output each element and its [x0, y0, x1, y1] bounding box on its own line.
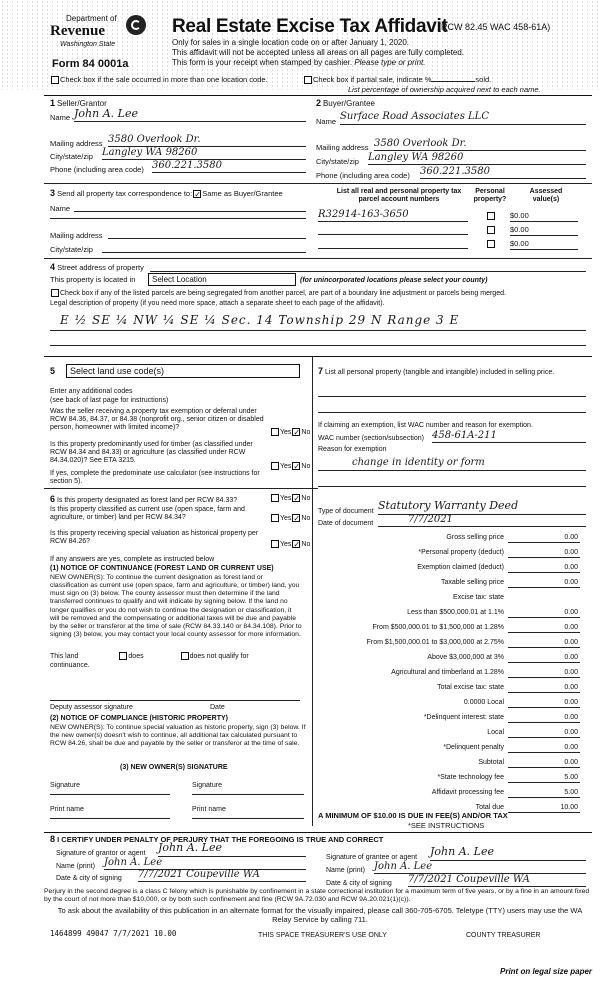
segregated-check: Check box if any of the listed parcels are being segregated from another parcel, are part of a boundary line adjustment or parcels being merged. [50, 289, 595, 298]
fee-label: *Delinquent interest: state [423, 714, 504, 721]
fee-row [310, 774, 580, 786]
statute-ref: (RCW 82.45 WAC 458-61A) [438, 22, 551, 32]
fee-label: Agricultural and timberland at 1.28% [391, 669, 504, 676]
checkbox-q2-no[interactable] [292, 462, 300, 470]
fee-value[interactable]: 0.00 [508, 744, 580, 753]
fee-row [310, 654, 580, 666]
checkbox-q2-yes[interactable] [271, 462, 279, 470]
parcel-header: List all real and personal property tax parcel account numbers [336, 188, 462, 204]
buyer-name-label: Name [316, 117, 337, 126]
reason-field[interactable]: change in identity or form [352, 457, 485, 468]
assessed-header: Assessed value(s) [529, 188, 563, 204]
owner-print-label-1: Print name [50, 806, 84, 813]
fee-value[interactable]: 0.00 [508, 729, 580, 738]
fee-label: Above $3,000,000 at 3% [427, 654, 504, 661]
fee-value[interactable]: 0.00 [508, 624, 580, 633]
reason-label: Reason for exemption [318, 446, 387, 453]
fee-row [310, 549, 580, 561]
fee-label: Subtotal [478, 759, 504, 766]
parcel-number-2[interactable] [318, 223, 468, 235]
parcel-number-1[interactable]: R32914-163-3650 [318, 209, 468, 222]
doc-date-label: Date of document [318, 520, 374, 527]
exemption-instruction: If claiming an exemption, list WAC number and reason for exemption. [318, 422, 533, 429]
wac-field[interactable]: 458-61A-211 [432, 430, 586, 443]
fee-label: From $500,000.01 to $1,500,000 at 1.28% [372, 624, 504, 631]
s3-city-label: City/state/zip [50, 245, 93, 254]
checkbox-q1-no[interactable] [292, 428, 300, 436]
dept-line1: Department of [66, 14, 117, 23]
fee-label: Taxable selling price [440, 579, 504, 586]
certify-statement: 8 I CERTIFY UNDER PENALTY OF PERJURY THAT THE FOREGOING IS TRUE AND CORRECT [50, 834, 384, 844]
fee-value[interactable]: 0.00 [508, 654, 580, 663]
owner-signature-label-1: Signature [50, 782, 80, 789]
checkbox-partial-sale[interactable] [304, 76, 312, 84]
fee-value[interactable]: 0.00 [508, 564, 580, 573]
fee-label: *Delinquent penalty [443, 744, 504, 751]
personal-property-checkbox-3[interactable] [487, 240, 495, 248]
see-back-label: (see back of last page for instructions) [50, 397, 169, 404]
cashier-stamp: 1464899 49047 7/7/2021 10.00 [50, 929, 177, 938]
minimum-note: A MINIMUM OF $10.00 IS DUE IN FEE(S) AND/OR TAX [318, 811, 508, 820]
see-instructions: *SEE INSTRUCTIONS [408, 821, 485, 830]
doc-type-label: Type of document [318, 508, 374, 515]
s5-number: 5 [50, 366, 56, 376]
s3-city-field[interactable] [102, 242, 306, 253]
notice-continuance-heading: (1) NOTICE OF CONTINUANCE (FOREST LAND OR CURRENT USE) [50, 565, 274, 572]
notice-continuance-body: NEW OWNER(S): To continue the current designation as forest land or classification as current use (open space, farm and agriculture, or timber) land, you must sign on (3) below. The county assessor must then determine if the land transferred continues to qualify and will indicate by signing below. If the land no longer qualifies or you do not wish to continue the designation or classification, it will be removed and the compensating or additional taxes will be due and payable by the seller or transferor at the time of sale (RCW 84.33.140 or 84.34.108). Prior to signing (3) below, you may contact your local county assessor for more information. [50, 574, 302, 639]
fee-value[interactable]: 0.00 [508, 759, 580, 768]
fee-label: Affidavit processing fee [431, 789, 504, 796]
s5-question-1: Was the seller receiving a property tax exemption or deferral under RCW 84.36, 84.37, or 84.38 (nonprofit org., senior citizen or disabled person, homeowner with limited income)? [50, 408, 264, 432]
seller-mail-label: Mailing address [50, 139, 103, 148]
grantee-name-field[interactable]: John A. Lee [374, 861, 586, 874]
fee-value[interactable]: 0.00 [508, 579, 580, 588]
checkbox-s6q3-no[interactable] [292, 540, 300, 548]
seller-phone-label: Phone (including area code) [50, 165, 144, 174]
grantee-date-label: Date & city of signing [326, 880, 392, 887]
fee-row [310, 669, 580, 681]
checkbox-does-not[interactable] [181, 652, 189, 660]
s6-q1-answer: Yes✓ No [270, 494, 310, 503]
fee-value[interactable]: 10.00 [508, 804, 580, 813]
note-1: Only for sales in a single location code on or after January 1, 2020. [172, 38, 410, 47]
s7-personal-property: 7 List all personal property (tangible and intangible) included in selling price. [318, 366, 555, 376]
checkbox-s6q2-no[interactable] [292, 514, 300, 522]
checkbox-segregated[interactable] [51, 289, 59, 297]
doc-date-field[interactable]: 7/7/2021 [378, 514, 586, 527]
s3-name-label: Name [50, 204, 71, 213]
grantee-date-field[interactable]: 7/7/2021 Coupeville WA [408, 874, 586, 887]
fee-row [310, 624, 580, 636]
grantor-date-label: Date & city of signing [56, 875, 122, 882]
fee-label: *State technology fee [437, 774, 504, 781]
s5-question-2: Is this property predominantly used for timber (as classified under RCW 84.34 and 84.33) or agriculture (as classified under RCW 84.34.020)? See ETA 3215. [50, 441, 253, 465]
fee-row [310, 609, 580, 621]
location-select[interactable]: Select Location [148, 273, 296, 286]
additional-codes-label: Enter any additional codes [50, 388, 133, 395]
grantor-name-field[interactable]: John A. Lee [104, 857, 306, 870]
fee-label: Gross selling price [446, 534, 504, 541]
s3-mail-field[interactable] [108, 228, 306, 239]
seller-phone-field[interactable]: 360.221.3580 [152, 160, 306, 173]
ownership-note: List percentage of ownership acquired next to each name. [348, 85, 541, 94]
personal-property-checkbox-2[interactable] [487, 226, 495, 234]
buyer-phone-field[interactable]: 360.221.3580 [420, 166, 586, 179]
grantor-name-label: Name (print) [56, 863, 95, 870]
owner-print-label-2: Print name [192, 806, 226, 813]
fee-row [310, 789, 580, 801]
checkbox-does[interactable] [119, 652, 127, 660]
perjury-statement: Perjury in the second degree is a class C felony which is punishable by confinement in a state correctional institution for a maximum term of five years, or by a fine in an amount fixed by the court of not more than $10,000, or by both such confinement and fine (RCW 9A.72.030 and RCW 9A.20.021(1)(c)). [44, 888, 590, 904]
fee-row [310, 714, 580, 726]
note-2: This affidavit will not be accepted unless all areas on all pages are fully completed. [172, 48, 465, 57]
seller-name-label: Name [50, 113, 71, 122]
fee-value[interactable]: 5.00 [508, 789, 580, 798]
s6-q3-answer: Yes✓ No [270, 540, 310, 549]
fee-row [310, 759, 580, 771]
s5-q2-answer: Yes✓ No [270, 462, 310, 471]
fee-row [310, 594, 580, 606]
fee-label: Exemption claimed (deduct) [417, 564, 504, 571]
fee-label: From $1,500,000.01 to $3,000,000 at 2.75% [366, 639, 504, 646]
check-multi-location: Check box if the sale occurred in more than one location code. [50, 76, 268, 85]
s3-mail-label: Mailing address [50, 231, 103, 240]
fee-value[interactable]: 0.00 [508, 534, 580, 543]
dept-line2: Revenue [50, 23, 105, 39]
s6-question-1: 6 Is this property designated as forest land per RCW 84.33? [50, 494, 238, 504]
personal-property-checkbox-1[interactable] [487, 212, 495, 220]
grantor-signature-label: Signature of grantor or agent [56, 850, 146, 857]
fee-label: 0.0000 Local [463, 699, 504, 706]
dor-logo [46, 12, 168, 58]
legal-description-label: Legal description of property (if you need more space, attach a separate sheet to each page of the affidavit). [50, 300, 385, 307]
fee-label: Total due [475, 804, 504, 811]
seller-city-field[interactable]: Langley WA 98260 [102, 147, 306, 160]
assessed-value-1[interactable]: $0.00 [510, 212, 578, 222]
seller-name-field[interactable]: John A. Lee [74, 108, 306, 122]
fee-label: Total excise tax: state [437, 684, 504, 691]
fee-value[interactable]: 0.00 [508, 669, 580, 678]
fee-value[interactable]: 0.00 [508, 609, 580, 618]
fee-row [310, 744, 580, 756]
street-address-field[interactable] [150, 262, 586, 272]
county-treasurer: COUNTY TREASURER [466, 932, 541, 939]
buyer-mail-label: Mailing address [316, 143, 369, 152]
doc-type-field[interactable]: Statutory Warranty Deed [378, 500, 586, 515]
grantee-signature-label: Signature of grantee or agent [326, 854, 418, 861]
wac-label: WAC number (section/subsection) [318, 435, 424, 442]
dept-line3: Washington State [60, 41, 116, 48]
grantor-date-field[interactable]: 7/7/2021 Coupeville WA [138, 869, 306, 882]
buyer-mail-field[interactable]: 3580 Overlook Dr. [374, 138, 586, 151]
fee-row [310, 579, 580, 591]
buyer-city-field[interactable]: Langley WA 98260 [368, 152, 586, 165]
check-partial-sale: Check box if partial sale, indicate % sold. [303, 76, 491, 85]
fee-row [310, 699, 580, 711]
deputy-signature-label: Deputy assessor signature [50, 704, 133, 711]
buyer-heading: 2 Buyer/Grantee [316, 98, 375, 108]
fee-label: Excise tax: state [453, 594, 504, 601]
fee-value[interactable]: 0.00 [508, 699, 580, 708]
notice-compliance-heading: (2) NOTICE OF COMPLIANCE (HISTORIC PROPERTY) [50, 715, 228, 722]
fee-value[interactable]: 0.00 [508, 639, 580, 648]
buyer-city-label: City/state/zip [316, 157, 359, 166]
s6-if-any: If any answers are yes, complete as instructed below [50, 556, 215, 563]
fee-value[interactable]: 0.00 [508, 684, 580, 693]
grantor-signature-field[interactable]: John A. Lee [158, 842, 306, 857]
fee-row [310, 534, 580, 546]
grantee-signature-field[interactable]: John A. Lee [430, 846, 586, 861]
assessed-value-3[interactable]: $0.00 [510, 240, 578, 250]
new-owner-signature-heading: (3) NEW OWNER(S) SIGNATURE [120, 764, 228, 771]
fee-row [310, 684, 580, 696]
fee-label: *Personal property (deduct) [418, 549, 504, 556]
s4-street-label: 4 Street address of property [50, 262, 144, 272]
buyer-phone-label: Phone (including area code) [316, 171, 410, 180]
notice-compliance-body: NEW OWNER(S): To continue special valuation as historic property, sign (3) below. If the new owner(s) doesn't wish to continue, all additional tax calculated pursuant to RCW 84.26, shall be due and payable by the seller or transferor at the time of sale. [50, 724, 306, 748]
personal-header: Personal property? [473, 188, 507, 204]
buyer-name-field[interactable]: Surface Road Associates LLC [340, 111, 586, 125]
seller-heading: 1 Seller/Grantor [50, 98, 107, 108]
s3-correspondence: 3 Send all property tax correspondence to:✓ Same as Buyer/Grantee [50, 188, 283, 199]
logo-swirl-icon [126, 15, 146, 35]
s5-question-2b: If yes, complete the predominate use calculator (see instructions for section 5). [50, 470, 260, 486]
s5-q1-answer: Yes✓ No [270, 428, 310, 437]
parcel-number-3[interactable] [318, 237, 468, 249]
checkbox-s6q1-no[interactable] [292, 494, 300, 502]
s4-located-label: This property is located in [50, 275, 136, 284]
s6-question-2: Is this property classified as current use (open space, farm and agriculture, or timber) land per RCW 84.34? [50, 506, 245, 522]
fee-row [310, 564, 580, 576]
checkbox-multi-location[interactable] [51, 76, 59, 84]
seller-mail-field[interactable]: 3580 Overlook Dr. [108, 134, 306, 147]
fee-row [310, 729, 580, 741]
this-land-row: This land does does not qualify for [50, 652, 249, 660]
legal-description-field[interactable]: E ½ SE ¼ NW ¼ SE ¼ Sec. 14 Township 29 N Range 3 E [60, 313, 460, 327]
checkbox-q1-yes[interactable] [271, 428, 279, 436]
treasurer-use-only: THIS SPACE TREASURER'S USE ONLY [258, 932, 387, 939]
seller-city-label: City/state/zip [50, 152, 93, 161]
unincorporated-note: (for unincorporated locations please select your county) [300, 277, 488, 284]
fee-row [310, 639, 580, 651]
alternate-format-note: To ask about the availability of this publication in an alternate format for the visually impaired, please call 360-705-6705. Teletype (TTY) users may use the WA Relay Service by calling 711. [57, 906, 583, 924]
checkbox-s6q1-yes[interactable] [271, 494, 279, 502]
assessed-value-2[interactable]: $0.00 [510, 226, 578, 236]
checkbox-same-as-buyer[interactable] [193, 190, 201, 198]
continuance-label: continuance. [50, 662, 90, 669]
fee-value[interactable]: 0.00 [508, 549, 580, 558]
fee-value[interactable]: 5.00 [508, 774, 580, 783]
form-number: Form 84 0001a [52, 58, 129, 70]
fee-label: Less than $500,000.01 at 1.1% [407, 609, 504, 616]
note-3: This form is your receipt when stamped by cashier. Please type or print. [172, 58, 426, 67]
legal-size-note: Print on legal size paper [500, 967, 593, 976]
checkbox-s6q2-yes[interactable] [271, 514, 279, 522]
s3-name-field[interactable] [74, 200, 306, 212]
land-use-select[interactable]: Select land use code(s) [66, 364, 300, 378]
fee-label: Local [487, 729, 504, 736]
grantee-name-label: Name (print) [326, 867, 365, 874]
checkbox-s6q3-yes[interactable] [271, 540, 279, 548]
deputy-date-label: Date [210, 704, 225, 711]
fee-value[interactable]: 0.00 [508, 714, 580, 723]
owner-signature-label-2: Signature [192, 782, 222, 789]
s6-question-3: Is this property receiving special valuation as historical property per RCW 84.26? [50, 530, 259, 546]
s6-q2-answer: Yes✓ No [270, 514, 310, 523]
page-title: Real Estate Excise Tax Affidavit [172, 16, 448, 37]
